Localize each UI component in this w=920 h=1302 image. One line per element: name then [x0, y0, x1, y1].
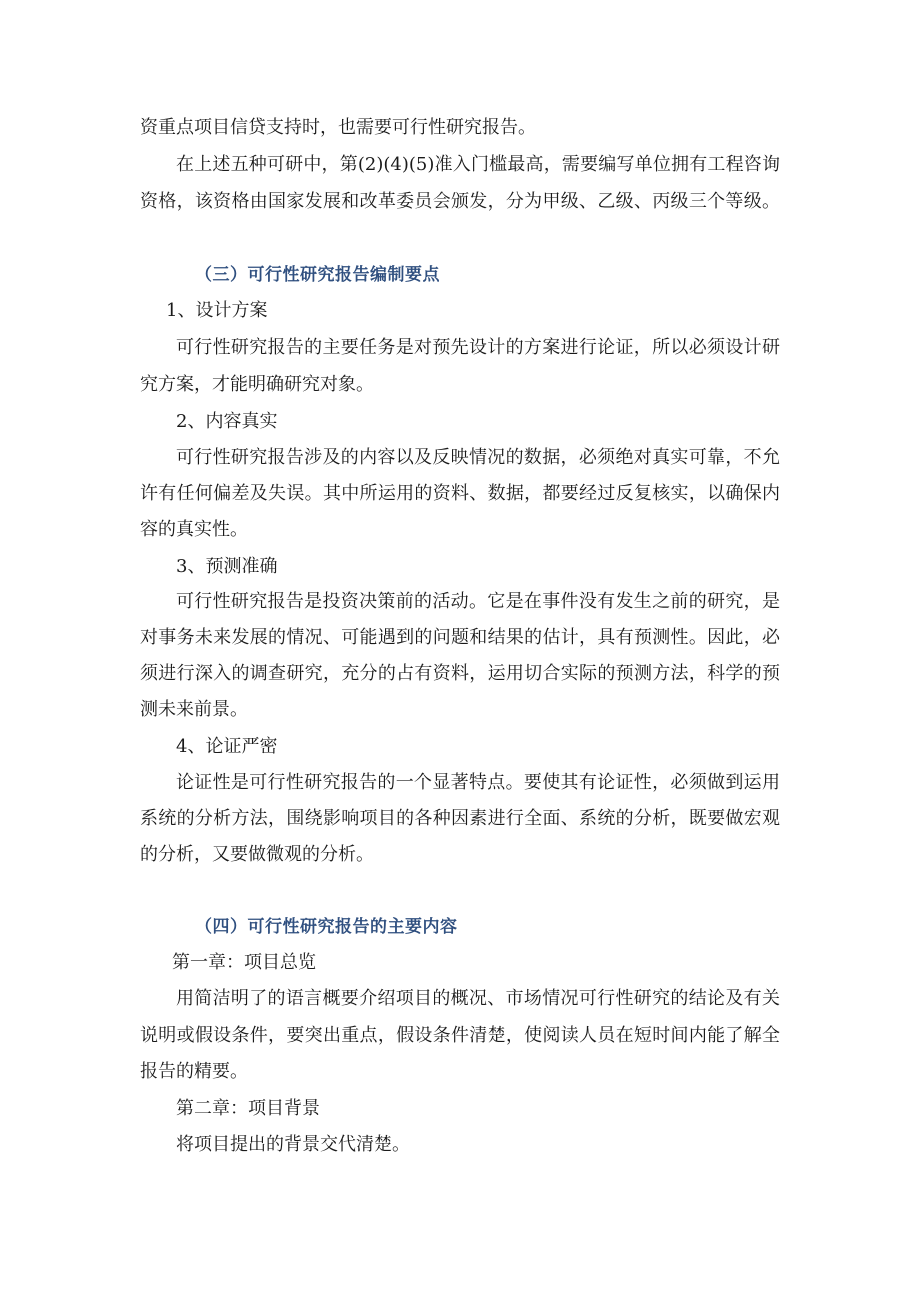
paragraph-line: 报告的精要。 — [140, 1061, 248, 1082]
paragraph-line: 可行性研究报告的主要任务是对预先设计的方案进行论证，所以必须设计研 — [176, 337, 780, 358]
paragraph-line: 可行性研究报告是投资决策前的活动。它是在事件没有发生之前的研究，是 — [176, 591, 780, 612]
item-title: 1、设计方案 — [166, 300, 268, 321]
chapter-title: 第一章：项目总览 — [172, 952, 316, 973]
paragraph-line: 资格，该资格由国家发展和改革委员会颁发，分为甲级、乙级、丙级三个等级。 — [140, 191, 780, 212]
paragraph-line: 须进行深入的调查研究，充分的占有资料，运用切合实际的预测方法，科学的预 — [140, 663, 780, 684]
paragraph-line: 对事务未来发展的情况、可能遇到的问题和结果的估计，具有预测性。因此，必 — [140, 627, 780, 648]
paragraph-line: 用简洁明了的语言概要介绍项目的概况、市场情况可行性研究的结论及有关 — [176, 988, 780, 1009]
paragraph-line: 说明或假设条件，要突出重点，假设条件清楚，使阅读人员在短时间内能了解全 — [140, 1025, 780, 1046]
paragraph-line: 系统的分析方法，围绕影响项目的各种因素进行全面、系统的分析，既要做宏观 — [140, 808, 780, 829]
paragraph-line: 在上述五种可研中，第(2)(4)(5)准入门槛最高，需要编写单位拥有工程咨询 — [176, 154, 780, 175]
item-title: 4、论证严密 — [176, 736, 278, 757]
section-heading-3: （三）可行性研究报告编制要点 — [195, 265, 440, 285]
paragraph-line: 测未来前景。 — [140, 699, 248, 720]
paragraph-line: 容的真实性。 — [140, 519, 248, 540]
section-heading-4: （四）可行性研究报告的主要内容 — [195, 917, 458, 937]
item-title: 2、内容真实 — [176, 411, 278, 432]
paragraph-line: 论证性是可行性研究报告的一个显著特点。要使其有论证性，必须做到运用 — [176, 772, 780, 793]
paragraph-line: 将项目提出的背景交代清楚。 — [176, 1134, 410, 1155]
item-title: 3、预测准确 — [176, 556, 278, 577]
paragraph-line: 许有任何偏差及失误。其中所运用的资料、数据，都要经过反复核实，以确保内 — [140, 483, 780, 504]
paragraph-line: 究方案，才能明确研究对象。 — [140, 374, 374, 395]
chapter-title: 第二章：项目背景 — [176, 1098, 320, 1119]
paragraph-line: 可行性研究报告涉及的内容以及反映情况的数据，必须绝对真实可靠，不允 — [176, 447, 780, 468]
paragraph-line: 资重点项目信贷支持时，也需要可行性研究报告。 — [140, 117, 536, 138]
paragraph-line: 的分析，又要做微观的分析。 — [140, 844, 374, 865]
